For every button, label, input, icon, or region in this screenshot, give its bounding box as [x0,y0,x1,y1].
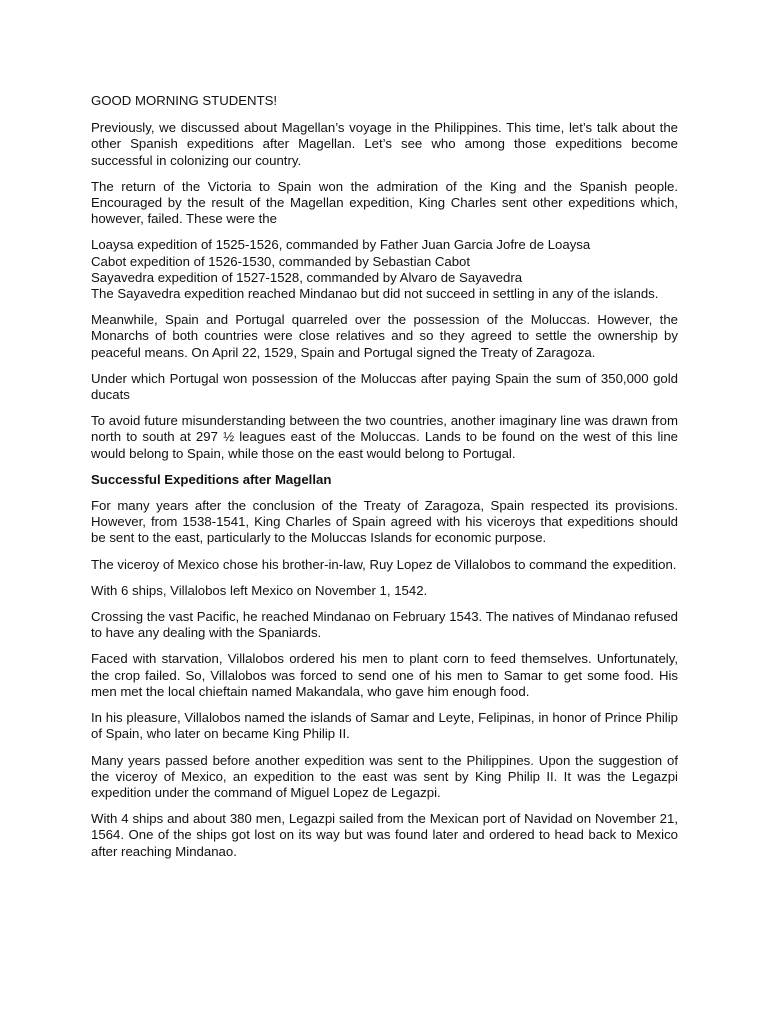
ships-paragraph: With 6 ships, Villalobos left Mexico on November 1, 1542. [91,582,428,598]
pleasure-paragraph: In his pleasure, Villalobos named the islands of Samar and Leyte, Felipinas, in honor of Prince Philip of Spain, who later on became King Philip II. [91,710,678,742]
greeting: GOOD MORNING STUDENTS! [91,93,278,108]
starvation-paragraph: Faced with starvation, Villalobos ordered his men to plant corn to feed themselves. Unfortunately, the crop failed. So, Villalobos was forced to send one of his men to Samar to get some food. His men met the local chieftain named Makandala, who gave him enough food. [91,651,678,699]
moluccas-paragraph: Meanwhile, Spain and Portugal quarreled over the possession of the Moluccas. However, the Monarchs of both countries were close relatives and so they agreed to settle the ownership by peaceful means. On April 22, 1529, Spain and Portugal signed the Treaty of Zaragoza. [91,312,678,360]
intro-paragraph: Previously, we discussed about Magellan’s voyage in the Philippines. This time, let’s talk about the other Spanish expeditions after Magellan. Let’s see who among those expeditions become successful in colonizing our country. [91,120,678,168]
navidad-paragraph: With 4 ships and about 380 men, Legazpi sailed from the Mexican port of Navidad on November 21, 1564. One of the ships got lost on its way but was found later and ordered to head back to Mexico after reaching Mindanao. [91,811,678,859]
expedition-loaysa: Loaysa expedition of 1525-1526, commanded by Father Juan Garcia Jofre de Loaysa [91,237,591,253]
expedition-list [91,237,678,302]
expedition-cabot: Cabot expedition of 1526-1530, commanded by Sebastian Cabot [91,253,471,269]
pacific-paragraph: Crossing the vast Pacific, he reached Mindanao on February 1543. The natives of Mindanao refused to have any dealing with the Spaniards. [91,609,678,641]
expedition-sayavedra: Sayavedra expedition of 1527-1528, commanded by Alvaro de Sayavedra [91,269,523,285]
viceroy-paragraph: The viceroy of Mexico chose his brother-in-law, Ruy Lopez de Villalobos to command the expedition. [91,556,677,572]
imaginary-line-paragraph: To avoid future misunderstanding between the two countries, another imaginary line was drawn from north to south at 297 ½ leagues east of the Moluccas. Lands to be found on the west of this line would belong to Spain, while those on the east would belong to Portugal. [91,413,678,461]
return-paragraph: The return of the Victoria to Spain won the admiration of the King and the Spanish people. Encouraged by the result of the Magellan expedition, King Charles sent other expeditions which, however, failed. These were the [91,178,678,227]
treaty-paragraph: Under which Portugal won possession of the Moluccas after paying Spain the sum of 350,000 gold ducats [91,370,678,403]
sayavedra-note: The Sayavedra expedition reached Mindanao but did not succeed in settling in any of the islands. [91,286,659,302]
legazpi-paragraph: Many years passed before another expedition was sent to the Philippines. Upon the suggestion of the viceroy of Mexico, an expedition to the east was sent by King Philip II. It was the Legazpi expedition under the command of Miguel Lopez de Legazpi. [91,752,678,800]
section-heading: Successful Expeditions after Magellan [91,471,332,487]
provisions-paragraph: For many years after the conclusion of the Treaty of Zaragoza, Spain respected its provisions. However, from 1538-1541, King Charles of Spain agreed with his viceroys that expeditions should be sent to the east, particularly to the Moluccas Islands for economic purpose. [91,498,678,546]
